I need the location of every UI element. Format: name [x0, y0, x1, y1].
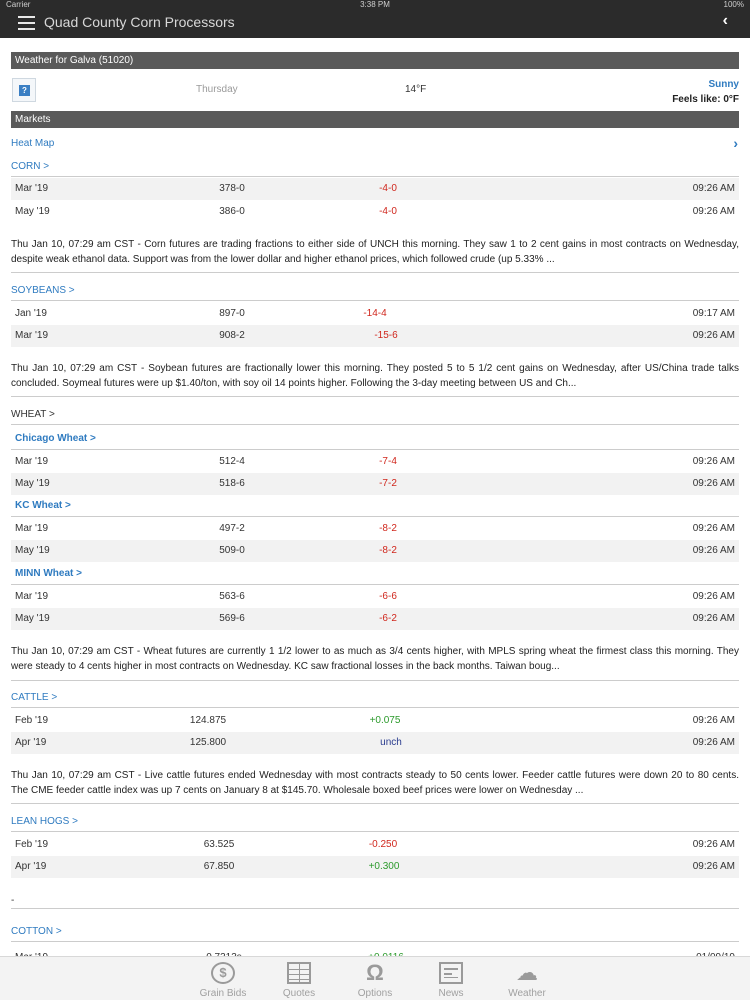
divider — [11, 908, 739, 909]
last-price: 63.525 — [203, 839, 235, 850]
weather-day: Thursday — [196, 84, 238, 95]
chicago-wheat-link[interactable]: Chicago Wheat > — [15, 433, 96, 444]
quote-time: 09:26 AM — [692, 737, 735, 748]
tab-weather[interactable] — [492, 957, 562, 1000]
divider — [11, 941, 739, 942]
quote-time: 09:26 AM — [692, 839, 735, 850]
quote-time: 09:26 AM — [692, 715, 735, 726]
table-row[interactable] — [11, 834, 739, 856]
lean-hogs-news-summary: - — [11, 895, 15, 906]
divider — [11, 424, 739, 425]
last-price: 563-6 — [219, 591, 245, 602]
chevron-left-icon[interactable]: ‹ — [722, 12, 728, 29]
last-price: 908-2 — [219, 330, 245, 341]
quote-time: 09:17 AM — [692, 308, 735, 319]
tab-options[interactable] — [340, 957, 410, 1000]
quote-time: 09:26 AM — [692, 861, 735, 872]
cloud-icon: ☁ — [516, 960, 538, 985]
quote-time: 09:26 AM — [692, 330, 735, 341]
quotes-grid-icon — [287, 962, 311, 984]
price-change: -14-4 — [363, 308, 387, 319]
clock: 3:38 PM — [360, 0, 390, 9]
table-row[interactable] — [11, 732, 739, 754]
contract-month: Mar '19 — [15, 523, 49, 534]
tab-label: Weather — [508, 988, 546, 999]
newspaper-icon — [439, 962, 463, 984]
tab-news[interactable] — [416, 957, 486, 1000]
weather-temperature: 14°F — [405, 84, 427, 95]
price-change: -6-6 — [379, 591, 397, 602]
quote-time: 09:26 AM — [692, 613, 735, 624]
divider — [11, 803, 739, 804]
table-row[interactable] — [11, 451, 739, 473]
heat-map-link[interactable]: Heat Map — [11, 138, 55, 149]
battery-level: 100% — [723, 0, 744, 9]
corn-news-summary[interactable]: Thu Jan 10, 07:29 am CST - Corn futures are trading fractions to either side of UNCH this morning. They saw 1 to 2 cent gains in most contracts on Wednesday, despite weak ethanol data. Support was from the lower dollar and higher ethanol prices, which followed crude (up 5.33% ... — [11, 239, 739, 265]
contract-month: Mar '19 — [15, 183, 49, 194]
last-price: 512-4 — [219, 456, 245, 467]
last-price: 67.850 — [203, 861, 235, 872]
price-change: -7-4 — [379, 456, 397, 467]
tab-quotes[interactable] — [264, 957, 334, 1000]
divider — [11, 680, 739, 681]
last-price: 569-6 — [219, 613, 245, 624]
price-change: unch — [380, 737, 402, 748]
chevron-right-icon[interactable]: › — [733, 135, 738, 151]
contract-month: Feb '19 — [15, 839, 49, 850]
tab-label: Options — [357, 988, 393, 999]
dollar-icon: $ — [211, 962, 235, 984]
divider — [11, 449, 739, 450]
weather-condition: Sunny — [708, 79, 739, 90]
price-change: +0.075 — [369, 715, 401, 726]
tab-label: Quotes — [282, 988, 316, 999]
last-price: 125.800 — [189, 737, 227, 748]
cotton-category-link[interactable]: COTTON > — [11, 926, 62, 937]
table-row[interactable] — [11, 178, 739, 200]
divider — [11, 300, 739, 301]
price-change: -8-2 — [379, 523, 397, 534]
last-price: 509-0 — [219, 545, 245, 556]
quote-time: 09:26 AM — [692, 478, 735, 489]
table-row[interactable] — [11, 608, 739, 630]
quote-time: 09:26 AM — [692, 456, 735, 467]
last-price: 386-0 — [219, 206, 245, 217]
wheat-news-summary[interactable]: Thu Jan 10, 07:29 am CST - Wheat futures are currently 1 1/2 lower to as much as 3/4 cents higher, with MPLS spring wheat the firmest class this morning. They were steady to 4 cents higher in most contracts on Wednesday. KC saw fractional losses in the back months. Taiwan boug... — [11, 646, 739, 672]
omega-icon: Ω — [366, 960, 384, 985]
divider — [11, 176, 739, 177]
weather-unknown-icon[interactable]: ? — [12, 78, 36, 102]
soybeans-news-summary[interactable]: Thu Jan 10, 07:29 am CST - Soybean futures are fractionally lower this morning. They posted 5 to 5 1/2 cent gains on Wednesday, after US/China trade talks concluded. Soymeal futures were up $1.40/ton, with soy oil 14 points higher. Following the 3-day meeting between US and Ch... — [11, 363, 739, 389]
price-change: -7-2 — [379, 478, 397, 489]
table-row[interactable] — [11, 586, 739, 608]
contract-month: Feb '19 — [15, 715, 49, 726]
contract-month: May '19 — [15, 545, 50, 556]
app-title: Quad County Corn Processors — [44, 14, 235, 30]
price-change: -4-0 — [379, 183, 397, 194]
status-bar — [0, 0, 750, 10]
weather-feels-like: Feels like: 0°F — [672, 94, 739, 105]
contract-month: May '19 — [15, 613, 50, 624]
last-price: 897-0 — [219, 308, 245, 319]
last-price: 124.875 — [189, 715, 227, 726]
quote-time: 09:26 AM — [692, 545, 735, 556]
quote-time: 09:26 AM — [692, 523, 735, 534]
contract-month: May '19 — [15, 478, 50, 489]
contract-month: Mar '19 — [15, 330, 49, 341]
tab-grain-bids[interactable] — [188, 957, 258, 1000]
quote-time: 09:26 AM — [692, 591, 735, 602]
divider — [11, 831, 739, 832]
divider — [11, 516, 739, 517]
tab-label: Grain Bids — [199, 988, 247, 999]
tab-label: News — [438, 988, 464, 999]
contract-month: Apr '19 — [15, 861, 47, 872]
price-change: +0.300 — [368, 861, 400, 872]
divider — [11, 707, 739, 708]
last-price: 518-6 — [219, 478, 245, 489]
last-price: 497-2 — [219, 523, 245, 534]
lean-hogs-category-link[interactable]: LEAN HOGS > — [11, 816, 78, 827]
cattle-category-link[interactable]: CATTLE > — [11, 692, 58, 703]
contract-month: Mar '19 — [15, 456, 49, 467]
carrier-label: Carrier — [6, 0, 31, 9]
contract-month: May '19 — [15, 206, 50, 217]
table-row[interactable] — [11, 518, 739, 540]
contract-month: Apr '19 — [15, 737, 47, 748]
bottom-tab-bar — [0, 956, 750, 1000]
table-row[interactable] — [11, 856, 739, 878]
table-row[interactable] — [11, 201, 739, 223]
corn-category-link[interactable]: CORN > — [11, 161, 50, 172]
contract-month: Mar '19 — [15, 591, 49, 602]
divider — [11, 396, 739, 397]
table-row[interactable] — [11, 303, 739, 325]
markets-section-bar: Markets — [11, 111, 739, 128]
divider — [11, 584, 739, 585]
kc-wheat-link[interactable]: KC Wheat > — [15, 500, 71, 511]
table-row[interactable] — [11, 710, 739, 732]
table-row[interactable] — [11, 325, 739, 347]
minn-wheat-link[interactable]: MINN Wheat > — [15, 568, 82, 579]
wheat-category-label[interactable]: WHEAT > — [11, 409, 55, 420]
quote-time: 09:26 AM — [692, 206, 735, 217]
weather-section-bar: Weather for Galva (51020) — [11, 52, 739, 69]
cattle-news-summary[interactable]: Thu Jan 10, 07:29 am CST - Live cattle futures ended Wednesday with most contracts steady to 50 cents lower. Feeder cattle futures were down 20 to 80 cents. The CME feeder cattle index was up 7 cents on January 8 at $145.70. Wholesale boxed beef prices were lower on Wednesday ... — [11, 770, 739, 796]
divider — [11, 272, 739, 273]
table-row[interactable] — [11, 473, 739, 495]
price-change: -4-0 — [379, 206, 397, 217]
price-change: -6-2 — [379, 613, 397, 624]
quote-time: 09:26 AM — [692, 183, 735, 194]
price-change: -8-2 — [379, 545, 397, 556]
hamburger-menu-icon[interactable] — [18, 16, 35, 30]
last-price: 378-0 — [219, 183, 245, 194]
table-row[interactable] — [11, 540, 739, 562]
app-header — [0, 10, 750, 38]
price-change: -0.250 — [368, 839, 398, 850]
contract-month: Jan '19 — [15, 308, 47, 319]
price-change: -15-6 — [374, 330, 398, 341]
soybeans-category-link[interactable]: SOYBEANS > — [11, 285, 75, 296]
